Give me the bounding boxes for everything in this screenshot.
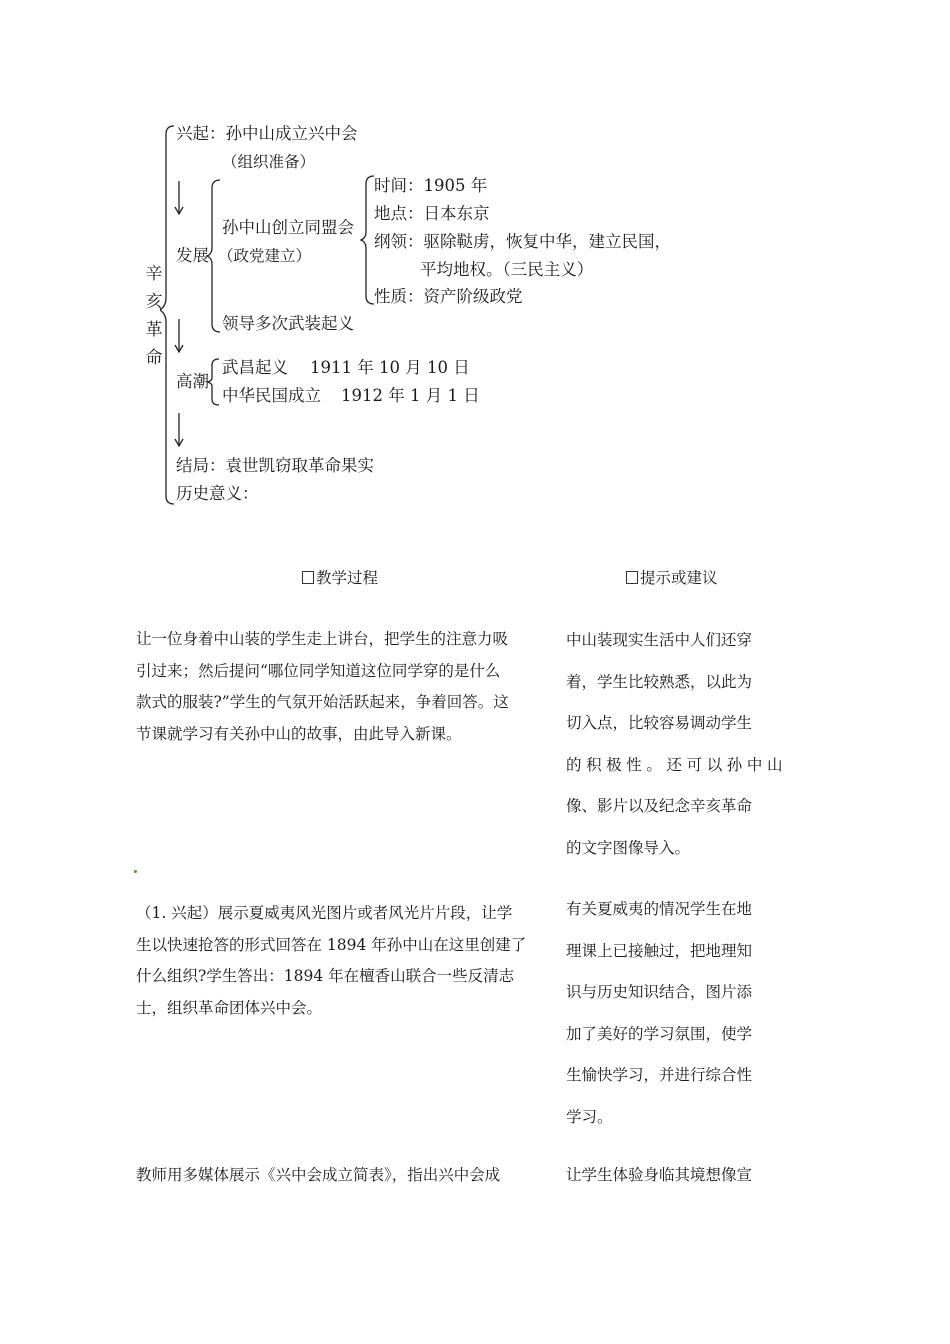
down-arrow-icon (172, 318, 186, 354)
rise-label: 兴起 (176, 124, 209, 143)
column-header-process: 教学过程 (302, 566, 378, 588)
checkbox-icon (626, 571, 638, 584)
league-place: 地点：日本东京 (374, 204, 490, 223)
significance-label: 历史意义： (176, 484, 259, 503)
league-program-cont: 平均地权。（三民主义） (420, 260, 594, 279)
league-program: 纲领：驱除鞑虏，恢复中华，建立民国， (374, 232, 671, 251)
rise-line: 兴起：孙中山成立兴中会 (176, 124, 358, 143)
root-char: 亥 (145, 292, 163, 312)
league-text: 孙中山创立同盟会 (222, 218, 354, 237)
tip-paragraph: 有关夏威夷的情况学生在地 理课上已接触过，把地理知 识与历史知识结合，图片添 加了美好的学习氛围，使学 生愉快学习，并进行综合性 学习。 (566, 900, 753, 1126)
root-char: 辛 (145, 264, 163, 284)
down-arrow-icon (172, 412, 186, 448)
league-time: 时间：1905 年 (374, 176, 488, 195)
uprisings-text: 领导多次武装起义 (222, 314, 354, 333)
tip-paragraph: 让学生体验身临其境想像宣 (566, 1166, 753, 1184)
rise-text: 孙中山成立兴中会 (225, 124, 358, 143)
dev-label: 发展 (176, 246, 209, 265)
root-char: 革 (145, 320, 163, 340)
tip-paragraph: 中山装现实生活中人们还穿 着，学生比较熟悉，以此为 切入点，比较容易调动学生 的积极性。还可以孙中山 像、影片以及纪念辛亥革命 的文字图像导入。 (566, 631, 788, 857)
process-paragraph: （1. 兴起）展示夏威夷风光图片或者风光片片段，让学 生以快速抢答的形式回答在 1894 年孙中山在这里创建了 什么组织?学生答出：1894 年在檀香山联合一些反清志 士，组织革命团体兴中会。 (136, 904, 527, 1017)
checkbox-icon (302, 571, 314, 584)
stray-dot (134, 870, 137, 873)
root-char: 命 (145, 348, 163, 368)
league-nature: 性质：资产阶级政党 (374, 287, 523, 306)
result-label: 结局 (176, 456, 209, 475)
result-text: 袁世凯窃取革命果实 (225, 456, 374, 475)
climax-brace (206, 356, 222, 408)
climax-label: 高潮 (176, 372, 209, 391)
column-header-tips: 提示或建议 (626, 566, 718, 588)
result-line: 结局：袁世凯窃取革命果实 (176, 456, 374, 475)
climax-item: 中华民国成立 1912 年 1 月 1 日 (222, 386, 480, 405)
climax-item: 武昌起义 1911 年 10 月 10 日 (222, 358, 470, 377)
rise-note: （组织准备） (222, 153, 316, 171)
league-note: （政党建立） (218, 247, 312, 265)
down-arrow-icon (172, 180, 186, 216)
process-paragraph: 让一位身着中山装的学生走上讲台，把学生的注意力吸 引过来；然后提问“哪位同学知道这位同学穿的是什么 款式的服装?”学生的气氛开始活跃起来，争着回答。这 节课就学习有关孙中山的故事，由此导入新课。 (136, 630, 509, 743)
main-brace (160, 120, 180, 510)
process-paragraph: 教师用多媒体展示《兴中会成立简表》，指出兴中会成 (136, 1166, 501, 1184)
